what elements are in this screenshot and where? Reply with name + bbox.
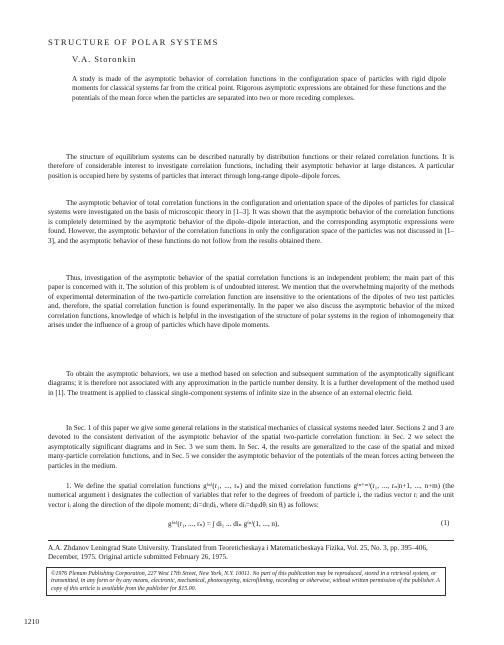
equation-number: (1) (441, 519, 450, 527)
body-paragraph-4: To obtain the asymptotic behaviors, we use a method based on selection and subsequent summation of the asymptotically significant diagrams; it is therefore not associated with any approximation in the particle number density. It is a further development of the method used in [1]. The treatment is applied to classical single-component systems of infinite size in the absence of an external electric field. (48, 370, 454, 397)
body-paragraph-5: In Sec. 1 of this paper we give some general relations in the statistical mechanics of classical systems needed later. Sections 2 and 3 are devoted to the consistent derivation of the asymptotic behavior of the spatial two-particle correlation function: in Sec. 2 we select the asymptotically significant diagrams and in Sec. 3 we sum them. In Sec. 4, the results are generalized to the case of the spatial and mixed many-particle correlation functions, and in Sec. 5 we consider the asymptotic behavior of the potentials of the mean forces acting between the particles in the medium. (48, 424, 454, 470)
footnote-divider (48, 540, 454, 541)
copyright-notice: ©1976 Plenum Publishing Corporation, 227 West 17th Street, New York, N.Y. 10011. No part of this publication may be reproduced, stored in a retrieval system, or transmitted, in any form or by any means, electronic, mechanical, photocopying, microfilming, recording or otherwise, without written permission of the publisher. A copy of this article is available from the publisher for $15.00. (46, 567, 446, 596)
affiliation-footnote: A.A. Zhdanov Leningrad State University. Translated from Teoreticheskaya i Matematicheskaya Fizika, Vol. 25, No. 3, pp. 395–406, December, 1975. Original article submitted February 26, 1975. (48, 544, 428, 562)
body-paragraph-1: The structure of equilibrium systems can be described naturally by distribution functions or their related correlation functions. It is therefore of considerable interest to investigate correlation functions, including their asymptotic behavior at large distances. A particular position is occupied here by systems of particles that interact through long-range dipole–dipole forces. (48, 153, 454, 180)
body-paragraph-3: Thus, investigation of the asymptotic behavior of the spatial correlation functions is an independent problem; the main part of this paper is concerned with it. The solution of this problem is of undoubted interest. We mention that the overwhelming majority of the methods of experimental determination of the two-particle correlation function are insensitive to the orientations of the dipoles of two test particles and, therefore, the spatial correlation function is found experimentally. In the paper we also discuss the asymptotic behavior of the mixed correlation functions, knowledge of which is helpful in the investigation of the structure of polar systems in the region of inhomogeneity that arises under the influence of a group of particles which have dipole moments. (48, 274, 454, 330)
body-paragraph-6: 1. We define the spatial correlation functions g⁽ⁿ⁾(r₁, ..., rₙ) and the mixed correlation functions g⁽ⁿ⁺ᵐ⁾(r₁, ..., rₙ|n+1, ..., n+m) (the numerical argument i designates the collection of variables that refer to the degrees of freedom of particle i, the radius vector rᵢ and the unit vector iᵢ along the direction of the dipole moment; di=drᵢdiᵢ, where diᵢ=dφᵢdθᵢ sin θᵢ) as follows: (48, 482, 454, 509)
abstract: A study is made of the asymptotic behavior of correlation functions in the configuration space of particles with rigid dipole moments for classical systems far from the critical point. Rigorous asymptotic expressions are obtained for these functions and the potentials of the mean force when the particles are separated into two or more receding complexes. (72, 75, 446, 102)
equation-1: g⁽ⁿ⁾(r₁, ..., rₙ) = ∫ di₁ ... diₙ g⁽ⁿ⁾(1, ..., n), (168, 520, 280, 528)
article-title: STRUCTURE OF POLAR SYSTEMS (48, 37, 219, 47)
article-author: V.A. Storonkin (72, 54, 137, 64)
body-paragraph-2: The asymptotic behavior of total correlation functions in the configuration and orientation space of the dipoles of particles for classical systems were investigated on the basis of microscopic theory in [1–3]. It was shown that the asymptotic behavior of the correlation functions is completely determined by the asymptotic behavior of the dipole–dipole interaction, and the corresponding asymptotic expressions were found. However, the asymptotic behavior of the correlation functions in only the configuration space of the particles was not discussed in [1–3], and the asymptotic behavior of these functions do not follow from the results obtained there. (48, 199, 454, 245)
page-number: 1210 (24, 617, 40, 626)
